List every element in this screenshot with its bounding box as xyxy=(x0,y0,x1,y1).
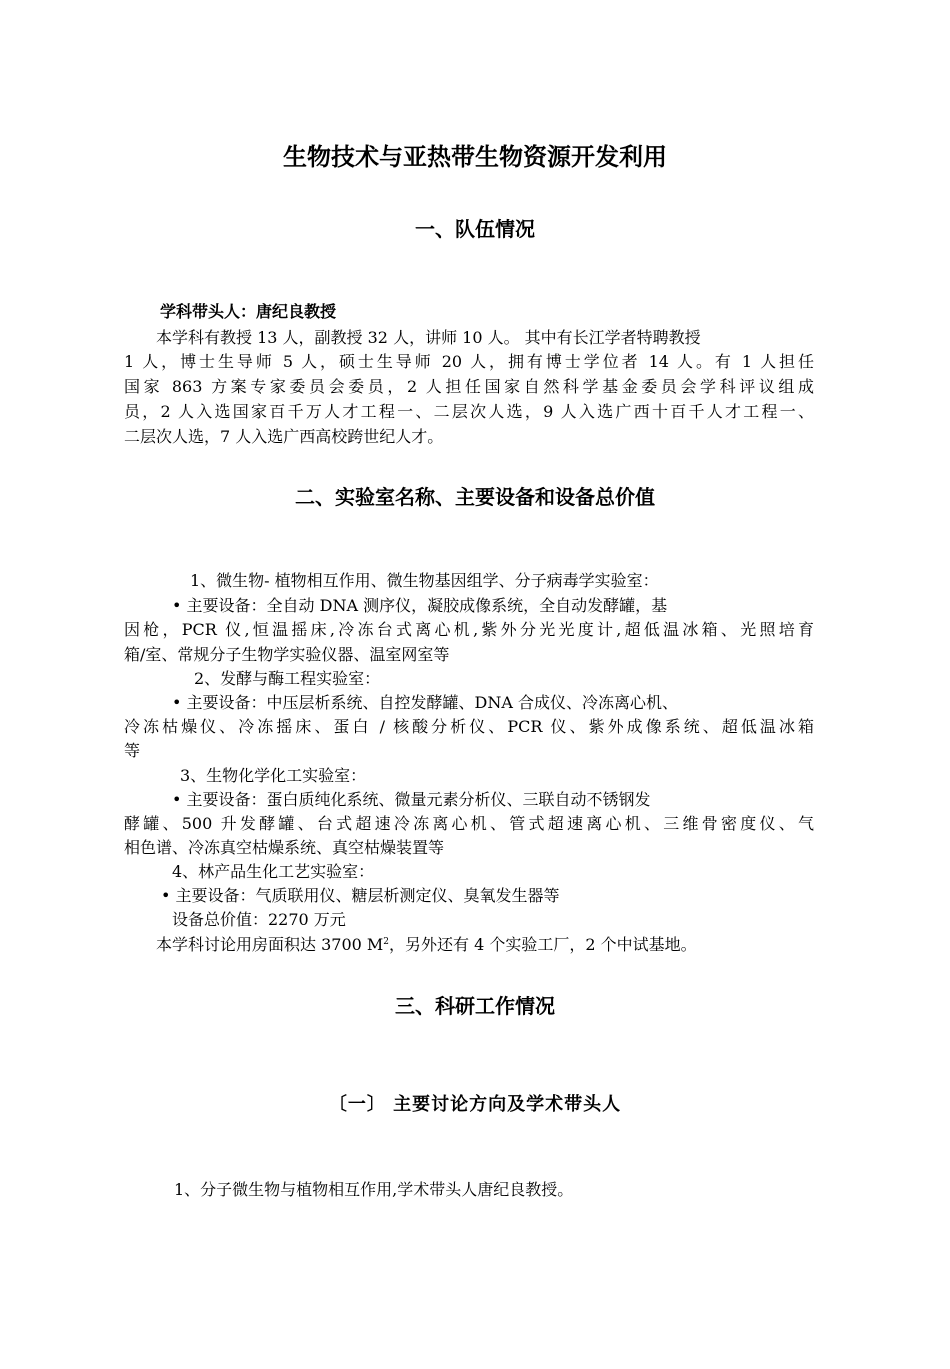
lab-equipment-line: • 主要设备：蛋白质纯化系统、微量元素分析仪、三联自动不锈钢发 xyxy=(172,790,651,809)
section-3-heading: 三、科研工作情况 xyxy=(395,994,555,1018)
lab-name: 3、生物化学化工实验室： xyxy=(180,766,367,785)
lab-equipment-line: 酵罐、500 升发酵罐、台式超速冷冻离心机、管式超速离心机、三维骨密度仪、气 xyxy=(124,814,814,833)
lab-equipment-line: 箱/室、常规分子生物学实验仪器、温室网室等 xyxy=(124,645,450,664)
lab-equipment-line: 因枪，PCR 仪,恒温摇床,冷冻台式离心机,紫外分光光度计,超低温冰箱、光照培育 xyxy=(124,620,814,639)
team-paragraph-line: 员，2 人入选国家百千万人才工程一、二层次人选，9 人入选广西十百千人才工程一、 xyxy=(124,402,814,421)
equipment-total-value: 设备总价值：2270 万元 xyxy=(172,910,346,929)
team-paragraph-line: 国家 863 方案专家委员会委员，2 人担任国家自然科学基金委员会学科评议组成 xyxy=(124,377,814,396)
lab-name: 2、发酵与酶工程实验室： xyxy=(194,669,381,688)
lab-equipment-line: 冷冻枯燥仪、冷冻摇床、蛋白 / 核酸分析仪、PCR 仪、紫外成像系统、超低温冰箱 xyxy=(124,717,814,736)
team-paragraph-line: 本学科有教授 13 人，副教授 32 人，讲师 10 人。 其中有长江学者特聘教授 xyxy=(156,328,701,347)
subject-leader: 学科带头人：唐纪良教授 xyxy=(160,302,337,321)
lab-equipment-line: 等 xyxy=(124,741,141,760)
lab-name: 1、微生物- 植物相互作用、微生物基因组学、分子病毒学实验室： xyxy=(190,571,659,590)
research-area-text: 本学科讨论用房面积达 3700 M xyxy=(156,935,384,954)
team-paragraph-line: 二层次人选，7 人入选广西高校跨世纪人才。 xyxy=(124,427,444,446)
section-2-heading: 二、实验室名称、主要设备和设备总价值 xyxy=(295,485,655,509)
lab-equipment-line: 相色谱、冷冻真空枯燥系统、真空枯燥装置等 xyxy=(124,838,445,857)
research-area-line xyxy=(156,935,697,955)
page-title: 生物技术与亚热带生物资源开发利用 xyxy=(283,143,667,171)
lab-equipment-line: • 主要设备：气质联用仪、糖层析测定仪、臭氧发生器等 xyxy=(161,886,560,905)
lab-equipment-line: • 主要设备：中压层析系统、自控发酵罐、DNA 合成仪、冷冻离心机、 xyxy=(172,693,678,712)
section-1-heading: 一、队伍情况 xyxy=(415,217,535,241)
research-direction-item: 1、分子微生物与植物相互作用,学术带头人唐纪良教授。 xyxy=(174,1180,574,1199)
section-3-subheading: 〔一〕 主要讨论方向及学术带头人 xyxy=(328,1094,622,1115)
lab-equipment-line: • 主要设备：全自动 DNA 测序仪，凝胶成像系统，全自动发酵罐，基 xyxy=(172,596,668,615)
lab-name: 4、林产品生化工艺实验室： xyxy=(172,862,375,881)
square-superscript: 2 xyxy=(383,937,390,947)
research-area-text-rest: ，另外还有 4 个实验工厂，2 个中试基地。 xyxy=(389,935,697,954)
team-paragraph-line: 1 人，博士生导师 5 人，硕士生导师 20 人，拥有博士学位者 14 人。有 1 人担任 xyxy=(124,352,814,371)
